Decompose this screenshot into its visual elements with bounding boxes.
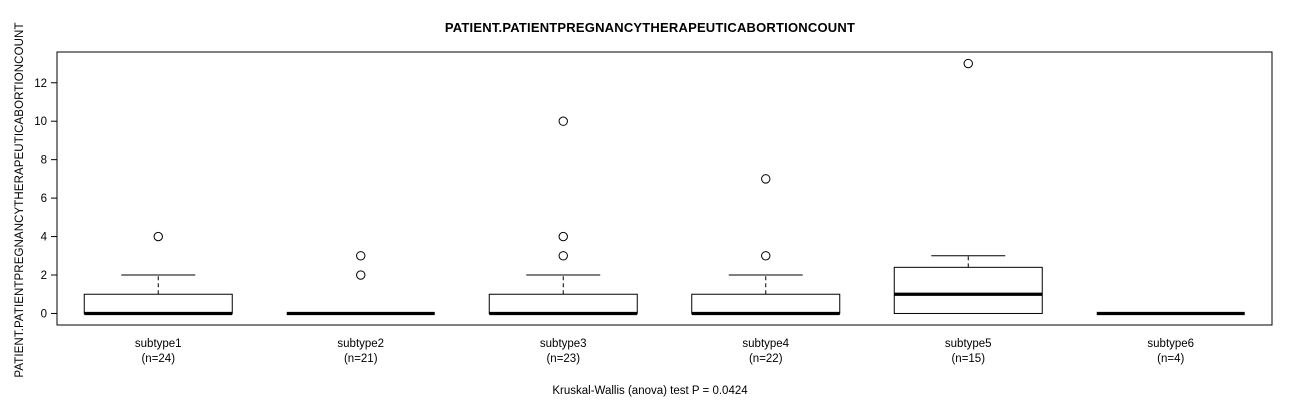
x-axis-count-label: (n=23): [546, 353, 581, 365]
box-group: [489, 117, 637, 313]
box-rect: [692, 294, 840, 313]
outlier-point: [154, 232, 162, 240]
x-axis-count-label: (n=4): [1157, 353, 1185, 365]
box-rect: [84, 294, 232, 313]
y-axis-tick-label: 8: [40, 154, 47, 167]
outlier-point: [762, 252, 770, 260]
box-rect: [894, 267, 1042, 313]
x-axis-category-label: subtype5: [944, 338, 992, 350]
x-axis-category-label: subtype3: [539, 338, 587, 350]
box-group: [84, 232, 232, 313]
outlier-point: [559, 252, 567, 260]
outlier-point: [964, 59, 972, 67]
y-axis-tick-label: 6: [40, 193, 47, 206]
outlier-point: [357, 252, 365, 260]
box-rect: [489, 294, 637, 313]
outlier-point: [559, 232, 567, 240]
statistical-test-footnote: Kruskal-Wallis (anova) test P = 0.0424: [552, 385, 748, 397]
x-axis-category-label: subtype6: [1147, 338, 1195, 350]
outlier-point: [357, 271, 365, 279]
y-axis-tick-label: 4: [40, 231, 47, 244]
outlier-point: [762, 175, 770, 183]
outlier-point: [559, 117, 567, 125]
y-axis-tick-label: 0: [40, 308, 47, 321]
x-axis-count-label: (n=22): [748, 353, 783, 365]
x-axis-category-label: subtype2: [337, 338, 385, 350]
y-axis-tick-label: 2: [40, 270, 47, 283]
x-axis-category-label: subtype4: [742, 338, 790, 350]
x-axis-count-label: (n=24): [141, 353, 176, 365]
x-axis-count-label: (n=21): [343, 353, 378, 365]
box-group: [692, 175, 840, 314]
x-axis-category-label: subtype1: [134, 338, 182, 350]
box-group: [894, 59, 1042, 313]
y-axis-label: PATIENT.PATIENTPREGNANCYTHERAPEUTICABORTIONCOUNT: [14, 22, 26, 378]
x-axis-count-label: (n=15): [951, 353, 986, 365]
y-axis-tick-label: 12: [34, 77, 47, 90]
plot-frame: [57, 52, 1272, 325]
y-axis-tick-label: 10: [34, 116, 47, 129]
box-group: [287, 252, 435, 314]
chart-title: PATIENT.PATIENTPREGNANCYTHERAPEUTICABORTIONCOUNT: [444, 20, 856, 35]
